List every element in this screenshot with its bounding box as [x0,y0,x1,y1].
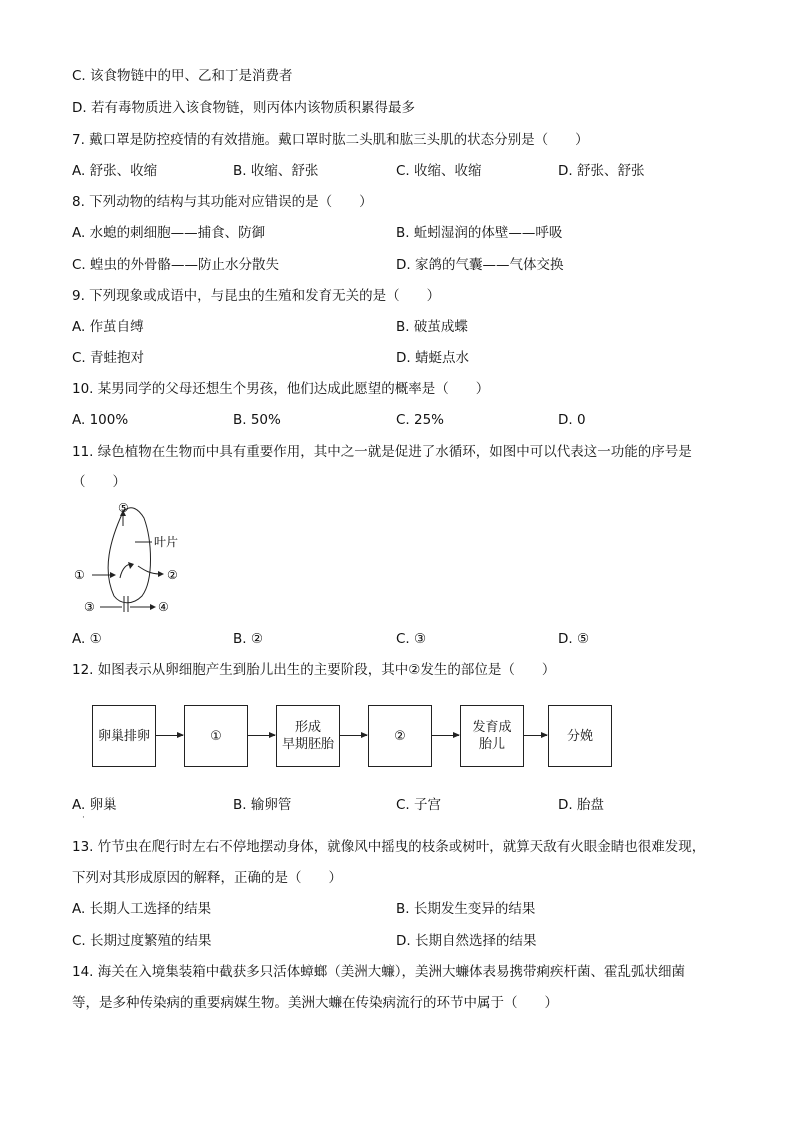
q7-option-a: A. 舒张、收缩 [72,163,158,179]
label-1: ① [74,568,85,582]
q12-option-d: D. 胎盘 [558,797,604,813]
q14-stem-line2: 等，是多种传染病的重要病媒生物。美洲大蠊在传染病流行的环节中属于（ ） [72,995,558,1011]
q11-option-a: A. ① [72,631,102,647]
flow-arrow [524,735,547,736]
q13-option-b: B. 长期发生变异的结果 [396,901,536,917]
q10-stem: 10. 某男同学的父母还想生个男孩，他们达成此愿望的概率是（ ） [72,381,490,397]
q7-option-d: D. 舒张、舒张 [558,163,645,179]
q9-stem: 9. 下列现象或成语中，与昆虫的生殖和发育无关的是（ ） [72,288,441,304]
q9-option-c: C. 青蛙抱对 [72,350,145,366]
q13-stem-line2: 下列对其形成原因的解释，正确的是（ ） [72,870,342,886]
q13-option-a: A. 长期人工选择的结果 [72,901,212,917]
q12-option-b: B. 输卵管 [233,797,292,813]
flow-step-2: ② [368,705,432,767]
label-2: ② [167,568,178,582]
q12-option-a: A. 卵巢 [72,797,117,813]
leaf-label: 叶片 [154,535,179,549]
q11-option-b: B. ② [233,631,263,647]
q9-option-b: B. 破茧成蝶 [396,319,468,335]
q7-option-b: B. 收缩、舒张 [233,163,319,179]
q10-option-b: B. 50% [233,412,281,428]
flow-step-fetus: 发育成 胎儿 [460,705,524,767]
leaf-outline [108,508,150,603]
label-5: ⑤ [118,501,129,515]
q8-option-b: B. 蚯蚓湿润的体壁——呼吸 [396,225,563,241]
flow-arrow [248,735,275,736]
q12-stem: 12. 如图表示从卵细胞产生到胎儿出生的主要阶段，其中②发生的部位是（ ） [72,662,556,678]
flow-arrow [340,735,367,736]
q12-option-c: C. 子宫 [396,797,442,813]
q8-option-c: C. 蝗虫的外骨骼——防止水分散失 [72,257,280,273]
q10-option-c: C. 25% [396,412,445,428]
q13-option-c: C. 长期过度繁殖的结果 [72,933,212,949]
q9-option-a: A. 作茧自缚 [72,319,144,335]
label-4: ④ [158,600,169,614]
q13-stem: 13. 竹节虫在爬行时左右不停地摆动身体，就像风中摇曳的枝条或树叶，就算天敌有火眼金睛也很难发现， [72,839,706,855]
q8-stem: 8. 下列动物的结构与其功能对应错误的是（ ） [72,194,373,210]
flow-arrow [156,735,183,736]
q7-option-c: C. 收缩、收缩 [396,163,482,179]
stray-dot: · [82,813,85,823]
flow-step-early-embryo: 形成 早期胚胎 [276,705,340,767]
q11-stem: 11. 绿色植物在生物而中具有重要作用，其中之一就是促进了水循环，如图中可以代表这一功能的序号是 [72,444,692,460]
q10-option-a: A. 100% [72,412,129,428]
q13-option-d: D. 长期自然选择的结果 [396,933,537,949]
flow-arrow [432,735,459,736]
q9-option-d: D. 蜻蜓点水 [396,350,469,366]
q6-option-d: D. 若有毒物质进入该食物链，则丙体内该物质积累得最多 [72,100,415,116]
q7-stem: 7. 戴口罩是防控疫情的有效措施。戴口罩时肱二头肌和肱三头肌的状态分别是（ ） [72,132,589,148]
flow-step-birth: 分娩 [548,705,612,767]
q11-option-c: C. ③ [396,631,427,647]
leaf-transpiration-figure [72,500,202,620]
flow-step-ovulation: 卵巢排卵 [92,705,156,767]
flow-step-1: ① [184,705,248,767]
q10-option-d: D. 0 [558,412,586,428]
q8-option-a: A. 水螅的刺细胞——捕食、防御 [72,225,266,241]
q8-option-d: D. 家鸽的气囊——气体交换 [396,257,564,273]
q11-option-d: D. ⑤ [558,631,590,647]
pregnancy-flow-diagram [92,705,622,771]
q14-stem: 14. 海关在入境集装箱中截获多只活体蟑螂（美洲大蠊），美洲大蠊体表易携带痢疾杆菌、霍乱弧状细菌 [72,964,686,980]
q6-option-c: C. 该食物链中的甲、乙和丁是消费者 [72,68,293,84]
label-3: ③ [84,600,95,614]
q11-stem-blank: （ ） [72,474,126,490]
